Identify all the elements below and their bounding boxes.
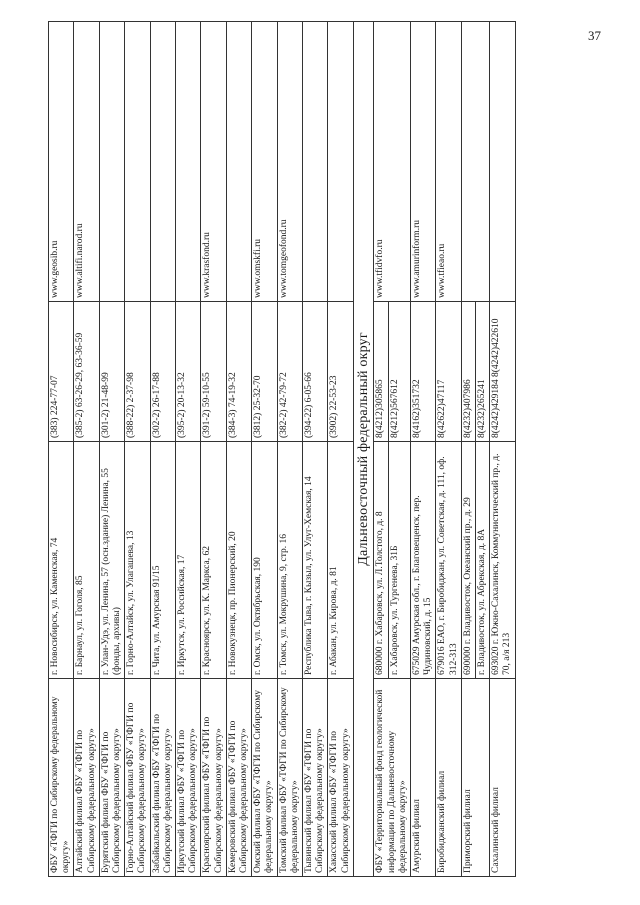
table-row	[49, 22, 74, 877]
org-name: Горно-Алтайский филиал ФБУ «ТФГИ по Сибирскому федеральному округу»	[125, 679, 150, 877]
org-website	[176, 22, 201, 302]
table-row	[411, 22, 436, 877]
table-row	[125, 22, 150, 877]
page-number: 37	[588, 28, 601, 43]
org-phone-cell	[461, 302, 489, 442]
org-address: г. Омск, ул. Октябрьская, 190	[252, 442, 277, 679]
org-website	[490, 22, 515, 302]
org-phone: (394-22) 6-05-66	[303, 302, 328, 442]
org-website: www.tomgeofond.ru	[277, 22, 302, 302]
org-name: Красноярский филиал ФБУ «ТФГИ по Сибирскому федеральному округу»	[201, 679, 226, 877]
org-address-secondary: г. Владивосток, ул. Абрекская, д. 8А	[475, 442, 489, 678]
org-address: г. Новосибирск, ул. Каменская, 74	[49, 442, 74, 679]
directory-table-container	[48, 22, 548, 877]
org-website: www.altifi.narod.ru	[74, 22, 99, 302]
org-name: Амурский филиал	[411, 679, 436, 877]
table-row	[303, 22, 328, 877]
org-phone: 8(4162)351732	[411, 302, 436, 442]
table-row	[328, 22, 353, 877]
section-header-row	[353, 22, 374, 877]
org-address: Республика Тыва, г. Кызыл, ул. Улуг-Хемская, 14	[303, 442, 328, 679]
org-name: Кемеровский филиал ФБУ «ТФГИ по Сибирскому федеральному округу»	[226, 679, 251, 877]
org-website	[303, 22, 328, 302]
table-row	[490, 22, 515, 877]
org-address-secondary: г. Хабаровск, ул. Тургенева, 31Б	[388, 442, 402, 678]
org-address: г. Абакан, ул. Кирова, д. 81	[328, 442, 353, 679]
org-phone: (301-2) 21-48-99	[99, 302, 124, 442]
org-website: www.krasfond.ru	[201, 22, 226, 302]
table-row	[74, 22, 99, 877]
org-phone: 8(4212)305865	[375, 379, 386, 438]
table-row	[436, 22, 461, 877]
org-phone: (302-2) 26-17-88	[150, 302, 175, 442]
org-website	[99, 22, 124, 302]
org-name: Бурятский филиал ФБУ «ТФГИ по Сибирскому федеральному округу»	[99, 679, 124, 877]
org-website	[461, 22, 489, 302]
org-name: Сахалинский филиал	[490, 679, 515, 877]
org-address: 675029 Амурская обл., г. Благовещенск, пер. Чудиновский, д. 15	[411, 442, 436, 679]
org-website	[125, 22, 150, 302]
org-phone: (384-3) 74-19-32	[226, 302, 251, 442]
org-phone-secondary: 8(4232)265241	[475, 302, 489, 441]
org-address: г. Красноярск, ул. К. Маркса, 62	[201, 442, 226, 679]
org-phone: (382-2) 42-79-72	[277, 302, 302, 442]
org-address: г. Томск, ул. Мокрушина, 9, стр. 16	[277, 442, 302, 679]
org-address: 690000 г. Владивосток, Океанский пр., д. 29	[462, 497, 473, 675]
table-row	[374, 22, 411, 877]
org-name: Забайкальский филиал ФБУ «ТФГИ по Сибирскому федеральному округу»	[150, 679, 175, 877]
org-name: Иркутский филиал ФБУ «ТФГИ по Сибирскому федеральному округу»	[176, 679, 201, 877]
org-phone: (383) 224-77-07	[49, 302, 74, 442]
org-phone: (385-2) 63-26-29, 63-36-59	[74, 302, 99, 442]
org-name: Биробиджанский филиал	[436, 679, 461, 877]
org-address: 680000 г. Хабаровск, ул. Л.Толстого, д. 8	[375, 511, 386, 675]
directory-table	[48, 21, 516, 877]
org-name: Хакасский филиал ФБУ «ТФГИ по Сибирскому федеральному округу»	[328, 679, 353, 877]
org-address: г. Барнаул, ул. Гоголя, 85	[74, 442, 99, 679]
org-address: г. Горно-Алтайск, ул. Улагашева, 13	[125, 442, 150, 679]
org-name: Томский филиал ФБУ «ТФГИ по Сибирскому федеральному округу»	[277, 679, 302, 877]
org-phone: (3902) 22-53-23	[328, 302, 353, 442]
table-row	[99, 22, 124, 877]
org-phone: (3812) 25-32-70	[252, 302, 277, 442]
org-website: www.omskfi.ru	[252, 22, 277, 302]
table-row	[201, 22, 226, 877]
org-phone-secondary: 8(4212)567612	[388, 302, 402, 441]
org-website	[226, 22, 251, 302]
org-phone: 8(4232)407986	[462, 379, 473, 438]
org-name: Приморский филиал	[461, 679, 489, 877]
org-website	[328, 22, 353, 302]
org-name: Алтайский филиал ФБУ «ТФГИ по Сибирскому федеральному округу»	[74, 679, 99, 877]
org-phone: (388-22) 2-37-98	[125, 302, 150, 442]
org-address: 679016 ЕАО, г. Биробиджан, ул. Советская, д. 111, оф. 312-313	[436, 442, 461, 679]
org-address: г. Чита, ул. Амурская 91/15	[150, 442, 175, 679]
org-address-cell	[461, 442, 489, 679]
org-phone: (395-2) 20-13-32	[176, 302, 201, 442]
org-phone: 8(42622)47117	[436, 302, 461, 442]
org-website: www.amurinform.ru	[411, 22, 436, 302]
org-name: Тывинский филиал ФБУ «ТФГИ по Сибирскому федеральному округу»	[303, 679, 328, 877]
org-phone-cell	[374, 302, 411, 442]
section-title: Дальневосточный федеральный округ	[353, 22, 374, 877]
org-website: www.geosib.ru	[49, 22, 74, 302]
org-address: г. Новокузнецк, пр. Пионерский, 20	[226, 442, 251, 679]
table-row	[226, 22, 251, 877]
table-row	[277, 22, 302, 877]
org-address: г. Улан-Удэ, ул. Ленина, 57 (осн.здание) Ленина, 55 (фонды, архивы)	[99, 442, 124, 679]
table-row	[252, 22, 277, 877]
table-row	[176, 22, 201, 877]
org-name: ФБУ «Территориальный фонд геологической информации по Дальневосточному федеральному округу»	[374, 679, 411, 877]
org-website: www.tfieao.ru	[436, 22, 461, 302]
org-name: ФБУ «ТФГИ по Сибирскому федеральному округу»	[49, 679, 74, 877]
org-address: г. Иркутск, ул. Российская, 17	[176, 442, 201, 679]
org-name: Омский филиал ФБУ «ТФГИ по Сибирскому федеральному округу»	[252, 679, 277, 877]
org-phone: 8(4242)429184 8(4242)422610	[490, 302, 515, 442]
org-address-cell	[374, 442, 411, 679]
table-row	[150, 22, 175, 877]
table-row	[461, 22, 489, 877]
org-phone: (391-2) 59-10-55	[201, 302, 226, 442]
org-website	[150, 22, 175, 302]
org-address: 693020 г. Южно-Сахалинск, Коммунистический пр., д. 70, а/я 213	[490, 442, 515, 679]
org-website: www.tfidvfo.ru	[374, 22, 411, 302]
